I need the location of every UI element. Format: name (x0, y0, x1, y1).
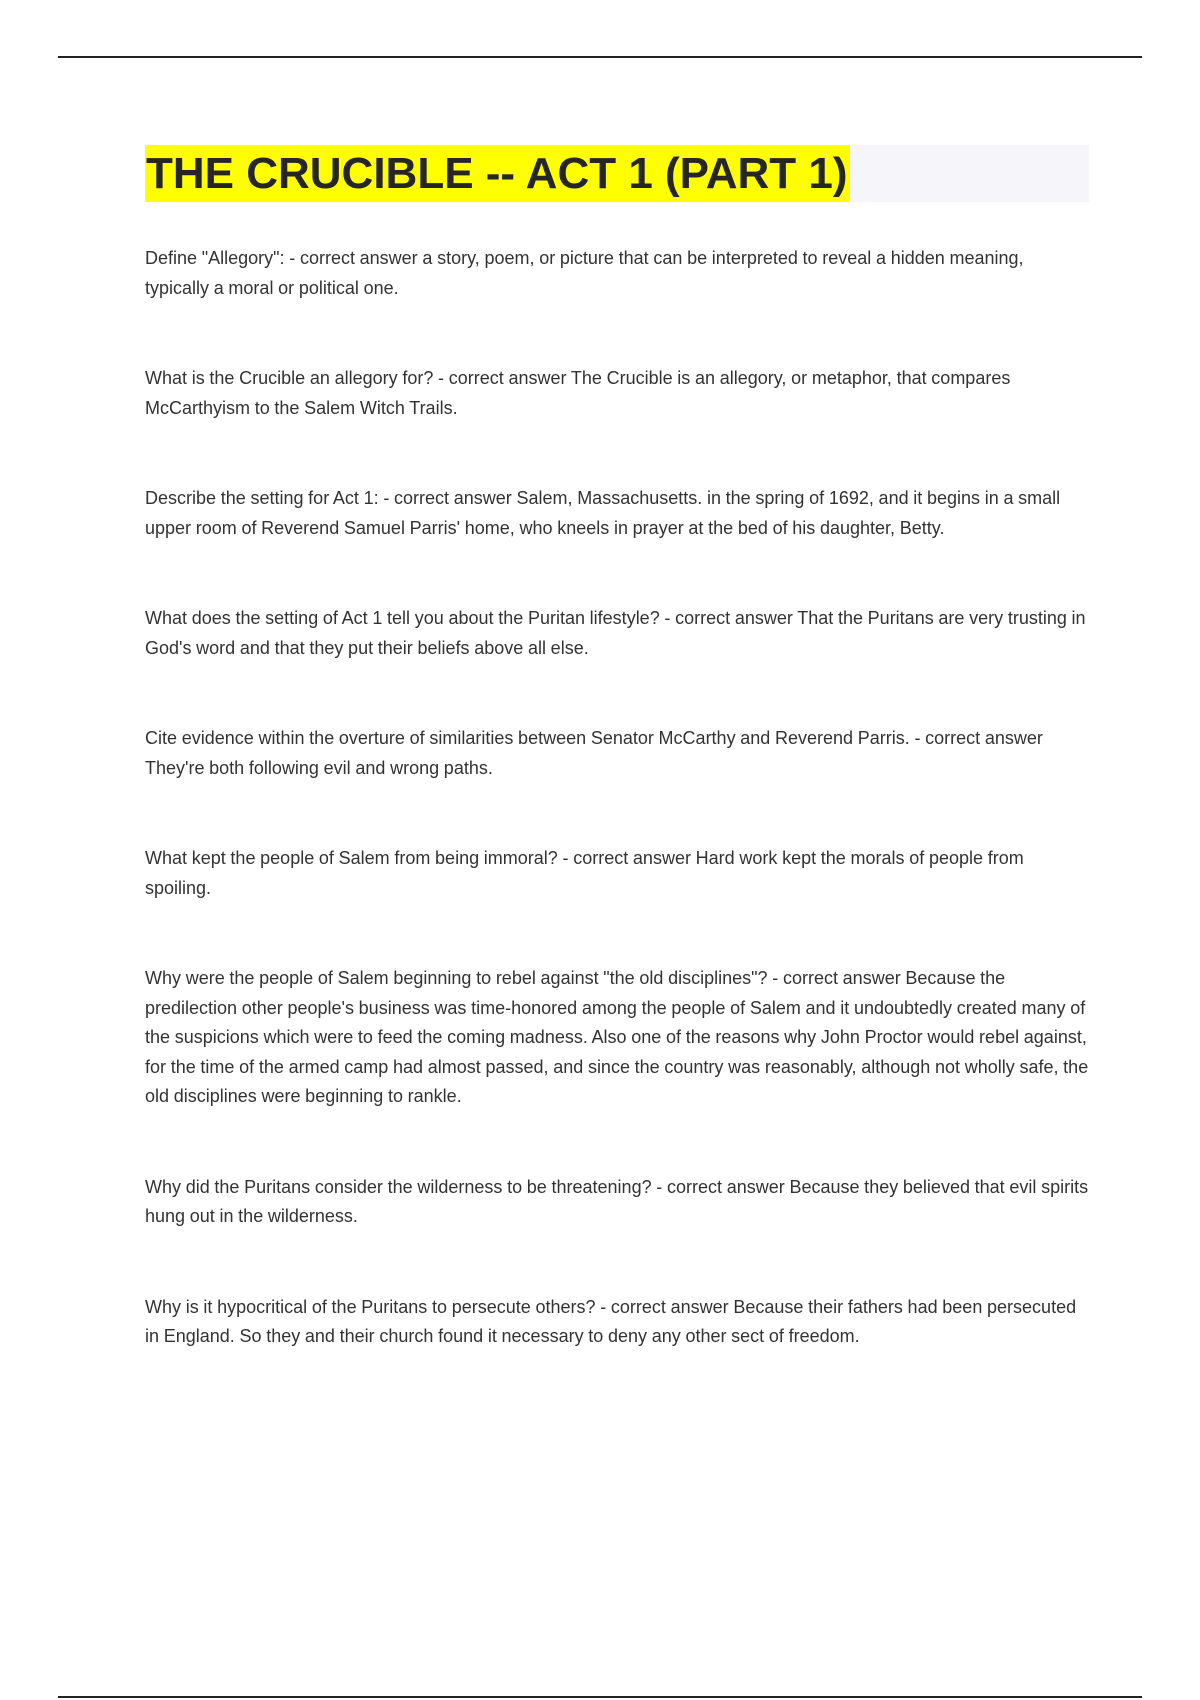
question-text: Define "Allegory": (145, 248, 285, 268)
qa-item (145, 484, 1089, 543)
qa-item (145, 1293, 1089, 1352)
answer-separator: - correct answer (767, 968, 906, 988)
answer-separator: - correct answer (557, 848, 696, 868)
question-text: Why did the Puritans consider the wilderness to be threatening? (145, 1176, 652, 1197)
qa-list (145, 244, 1089, 1352)
bottom-rule (58, 1696, 1142, 1698)
title-bar (145, 145, 1089, 202)
qa-item (145, 724, 1089, 783)
qa-item (145, 1173, 1089, 1232)
qa-item (145, 964, 1089, 1112)
answer-text: Because their fathers had been persecuted in England. So they and their church found it necessary to deny any other sect of freedom. (145, 1296, 1077, 1346)
question-text: Describe the setting for Act 1: (145, 488, 379, 508)
question-text: What kept the people of Salem from being immoral? (145, 848, 558, 868)
answer-separator: - correct answer (651, 1176, 790, 1197)
answer-text: Hard work kept the morals of people from spoiling. (145, 848, 1024, 898)
question-text: What is the Crucible an allegory for? (145, 368, 434, 388)
answer-text: Because the predilection other people's business was time-honored among the people of Salem and it undoubtedly created many of the suspicions which were to feed the coming madness. Also one of the reasons why John Proctor would rebel against, for the time of the armed camp had almost passed, and since the country was reasonably, although not wholly safe, the old disciplines were beginning to rankle. (145, 968, 1089, 1106)
top-rule (58, 56, 1142, 58)
qa-item (145, 604, 1089, 663)
answer-text: Salem, Massachusetts. in the spring of 1692, and it begins in a small upper room of Reverend Samuel Parris' home, who kneels in prayer at the bed of his daughter, Betty. (145, 488, 1061, 538)
answer-text: The Crucible is an allegory, or metaphor, that compares McCarthyism to the Salem Witch Trails. (145, 368, 1011, 418)
answer-text: Because they believed that evil spirits hung out in the wilderness. (145, 1176, 1089, 1226)
qa-item (145, 244, 1089, 303)
question-text: What does the setting of Act 1 tell you about the Puritan lifestyle? (145, 608, 660, 628)
answer-separator: - correct answer (378, 488, 517, 508)
question-text: Why were the people of Salem beginning to rebel against "the old disciplines"? (145, 968, 768, 988)
answer-separator: - correct answer (595, 1296, 734, 1317)
answer-text: They're both following evil and wrong paths. (145, 757, 493, 778)
answer-separator: - correct answer (284, 248, 423, 268)
page-title: THE CRUCIBLE -- ACT 1 (PART 1) (145, 145, 850, 202)
answer-separator: - correct answer (433, 368, 571, 388)
answer-text: a story, poem, or picture that can be interpreted to reveal a hidden meaning, typically a moral or political one. (145, 248, 1024, 298)
document-body (145, 145, 1089, 1413)
answer-text: That the Puritans are very trusting in God's word and that they put their beliefs above all else. (145, 608, 1086, 658)
qa-item (145, 844, 1089, 903)
question-text: Why is it hypocritical of the Puritans to persecute others? (145, 1296, 596, 1317)
answer-separator: - correct answer (909, 728, 1043, 748)
qa-item (145, 364, 1089, 423)
question-text: Cite evidence within the overture of similarities between Senator McCarthy and Reverend Parris. (145, 728, 910, 748)
answer-separator: - correct answer (659, 608, 798, 628)
